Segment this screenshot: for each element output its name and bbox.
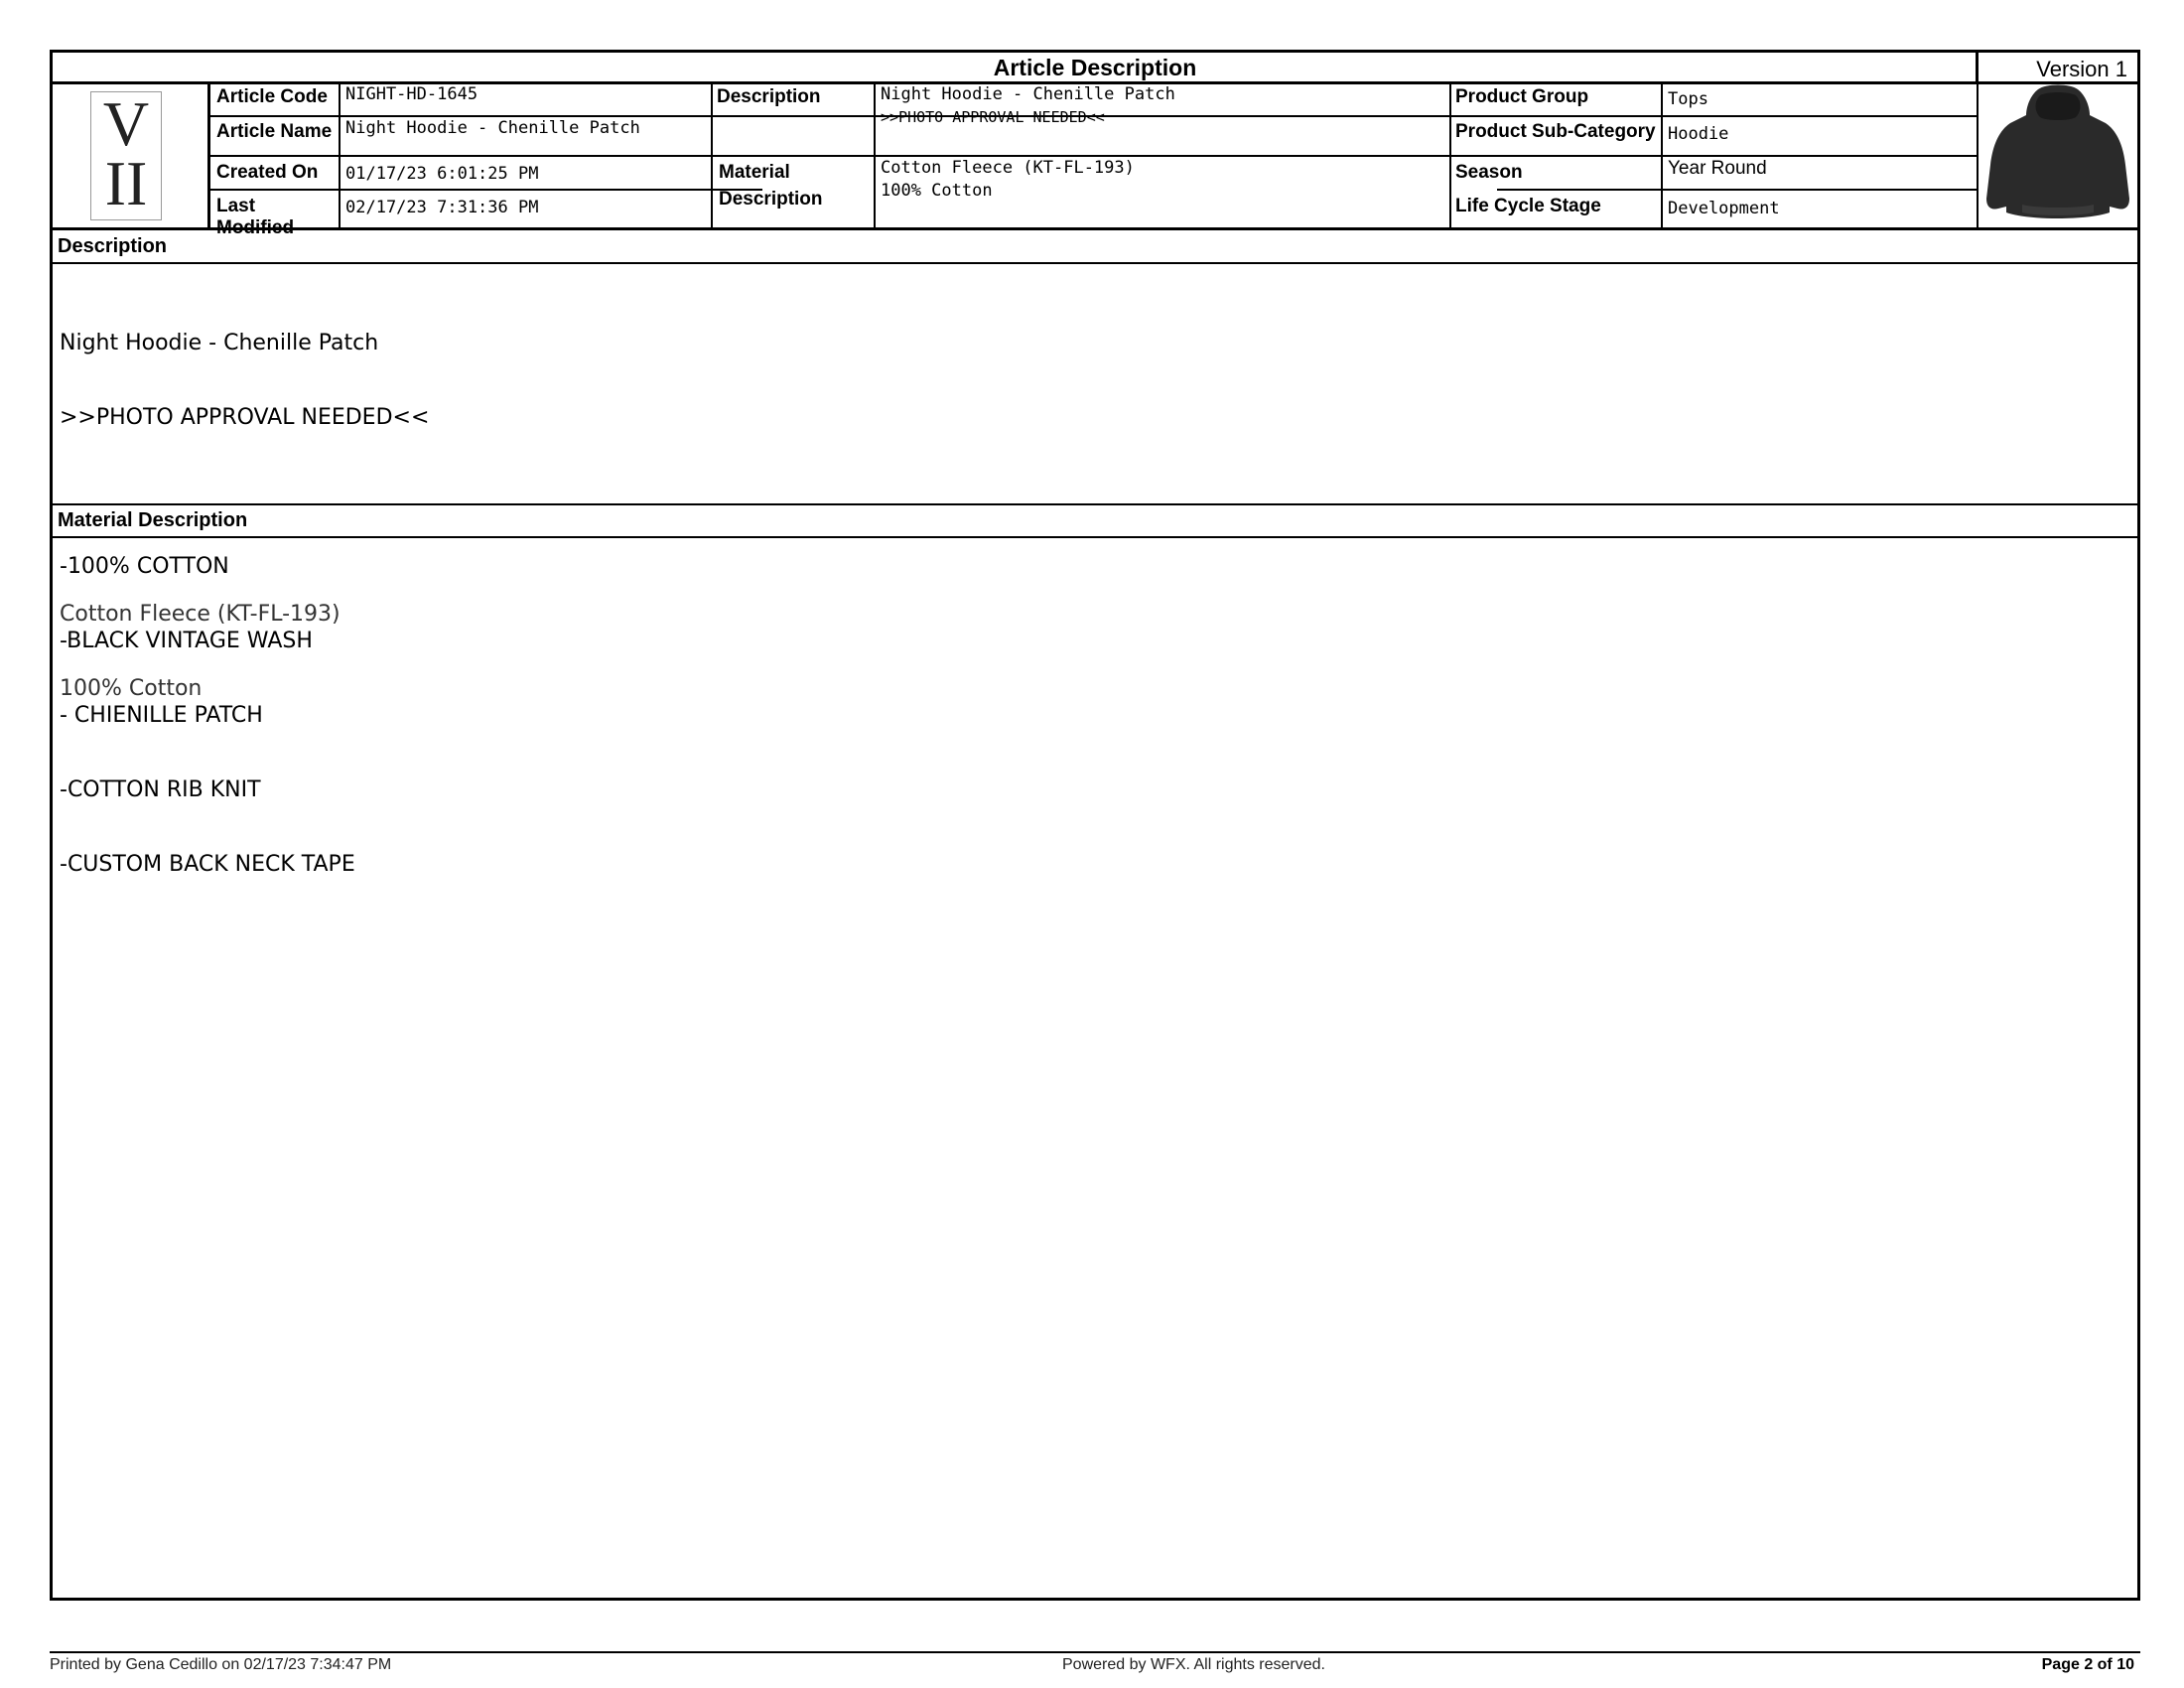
description-line-2: >>PHOTO APPROVAL NEEDED<<	[881, 108, 1105, 126]
created-on-value: 01/17/23 6:01:25 PM	[345, 164, 539, 184]
product-group-label: Product Group	[1455, 86, 1589, 107]
life-cycle-stage-value: Development	[1668, 199, 1780, 218]
description-label: Description	[717, 86, 821, 107]
life-cycle-stage-label: Life Cycle Stage	[1455, 196, 1601, 216]
article-code-value: NIGHT-HD-1645	[345, 84, 478, 104]
description-text-line: >>PHOTO APPROVAL NEEDED<<	[60, 405, 430, 430]
article-name-label: Article Name	[216, 121, 333, 142]
created-on-label: Created On	[216, 162, 319, 183]
material-line-1: Cotton Fleece (KT-FL-193)	[881, 158, 1135, 178]
brand-logo-cell	[53, 81, 210, 227]
printed-by-text: Printed by Gena Cedillo on 02/17/23 7:34:47 PM	[50, 1656, 392, 1673]
material-label-1: Material	[719, 162, 790, 183]
material-line-2: 100% Cotton	[881, 181, 993, 201]
description-text-line: -100% COTTON	[60, 554, 229, 579]
description-text-line: -CUSTOM BACK NECK TAPE	[60, 852, 355, 877]
material-label-2: Description	[719, 189, 823, 210]
description-text-line: - CHIENILLE PATCH	[60, 703, 263, 728]
version-label: Version 1	[2036, 57, 2127, 81]
product-sub-category-value: Hoodie	[1668, 124, 1729, 144]
last-modified-label: Last Modified	[216, 196, 295, 238]
product-sub-category-label: Product Sub-Category	[1455, 121, 1656, 142]
description-text-line: Night Hoodie - Chenille Patch	[60, 331, 379, 355]
footer-rule	[50, 1651, 2140, 1653]
material-text-line: 100% Cotton	[60, 676, 203, 701]
article-header-grid	[53, 81, 2137, 238]
material-section-heading: Material Description	[53, 505, 2137, 538]
last-modified-value: 02/17/23 7:31:36 PM	[345, 198, 539, 217]
article-name-value: Night Hoodie - Chenille Patch	[345, 118, 640, 138]
article-code-label: Article Code	[216, 86, 328, 107]
description-text-line	[60, 480, 429, 504]
page-title: Article Description	[993, 55, 1197, 80]
title-strip	[53, 53, 2137, 84]
description-line-1: Night Hoodie - Chenille Patch	[881, 84, 1175, 104]
article-frame	[50, 50, 2140, 1601]
material-text-line: Cotton Fleece (KT-FL-193)	[60, 602, 341, 627]
season-label: Season	[1455, 162, 1523, 183]
season-value: Year Round	[1668, 158, 1767, 179]
description-section-heading: Description	[53, 231, 2137, 264]
description-text-line: -BLACK VINTAGE WASH	[60, 629, 313, 653]
brand-logo: V II	[90, 91, 162, 220]
page-number: Page 2 of 10	[2041, 1656, 2134, 1673]
product-group-value: Tops	[1668, 89, 1708, 109]
powered-by-text: Powered by WFX. All rights reserved.	[1062, 1656, 1325, 1673]
material-section-body	[60, 552, 341, 751]
hoodie-icon	[1979, 81, 2137, 227]
description-text-line: -COTTON RIB KNIT	[60, 777, 261, 802]
